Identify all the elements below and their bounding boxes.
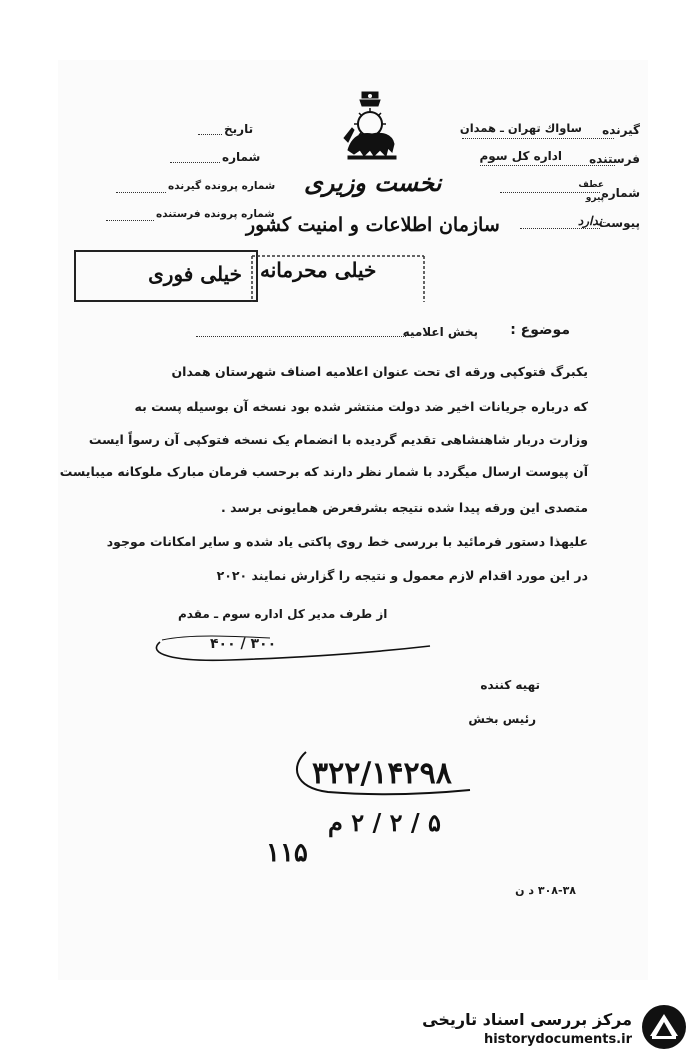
body-line-5: متصدی این ورقه پیدا شده نتیجه بشرفعرض همایونی برسد . [220,500,588,515]
archive-logo-icon [636,1002,690,1052]
subject-label: موضوع : [510,322,570,338]
attachment-label: پیوست [598,216,640,230]
from-value: اداره کل سوم [479,149,562,163]
number-label: شماره [601,186,640,200]
watermark-name: مرکز بررسی اسناد تاریخی [422,1010,632,1029]
from-dotted-line [480,165,615,166]
signature-scribble [150,620,450,670]
prepared-by-label: تهیه کننده [480,678,540,692]
form-code: ۳۰۸-۳۸ د ن [515,884,576,897]
subject-value: پخش اعلامیه [402,325,478,339]
sender-file-label: شماره پرونده فرستنده [156,208,275,220]
body-line-7: در این مورد اقدام لازم معمول و نتیجه را گزارش نمایند ۲۰۲۰ [216,568,588,583]
watermark [408,1002,690,1052]
recipient-file-dotted-line [116,192,166,193]
very-urgent-text: خیلی فوری [148,262,242,286]
subject-dotted-line [196,336,406,337]
handwritten-date-note: ۵ / ۲ / ۲ م [328,808,441,837]
number-dotted-line [500,192,600,193]
number-value-bottom: پیرو [585,193,604,203]
date-label: تاریخ [224,122,254,136]
very-urgent-stamp [74,250,258,302]
signature-line-2: ۴۰۰ / ۳۰۰ [210,636,277,652]
body-line-6: علیهذا دستور فرمائید با بررسی خط روی پاکتی یاد شده و سایر امکانات موجود [106,534,588,549]
date-dotted-line [198,134,222,135]
recipient-file-label: شماره پرونده گیرنده [168,180,276,192]
from-label: فرستنده [589,152,640,166]
document-page [58,60,648,980]
body-line-2: که درباره جریانات اخیر ضد دولت منتشر شده بود نسخه آن بوسیله پست به [134,399,588,414]
sender-label: گیرنده [602,123,640,137]
handwritten-page-number: ۱۱۵ [266,838,308,868]
sender-dotted-line [462,138,614,139]
body-line-1: یکبرگ فتوکپی ورقه ای تحت عنوان اعلامیه اصناف شهرستان همدان [171,364,588,379]
body-line-4: آن پیوست ارسال میگردد با شمار نظر دارند که برحسب فرمان مبارک ملوکانه میبایست [59,464,588,479]
number-value-top: عطف [578,180,604,190]
attachment-dotted-line [520,228,600,229]
org-line-1: نخست وزیری [304,168,442,197]
watermark-url: historydocuments.ir [483,1032,632,1047]
handwritten-reference: ۳۲۲/۱۴۲۹۸ [312,756,452,791]
left-number-label: شماره [222,150,261,164]
left-number-dotted-line [170,162,220,163]
sender-file-dotted-line [106,220,154,221]
org-line-2: سازمان اطلاعات و امنیت کشور [246,214,500,236]
signature-line-1: از طرف مدیر کل اداره سوم ـ مقدم [178,607,388,621]
body-line-3: وزارت دربار شاهنشاهی تقدیم گردیده با انضمام یک نسخه فتوکپی آن رسواً ایست [88,432,588,447]
attachment-value: ندارد [577,214,602,228]
lion-and-sun-emblem [330,88,410,168]
sender-value: ساواك تهران ـ همدان [459,121,582,135]
very-secret-stamp: خیلی محرمانه [260,258,377,282]
section-head-label: رئیس بخش [468,712,536,726]
reference-underline [288,744,478,804]
